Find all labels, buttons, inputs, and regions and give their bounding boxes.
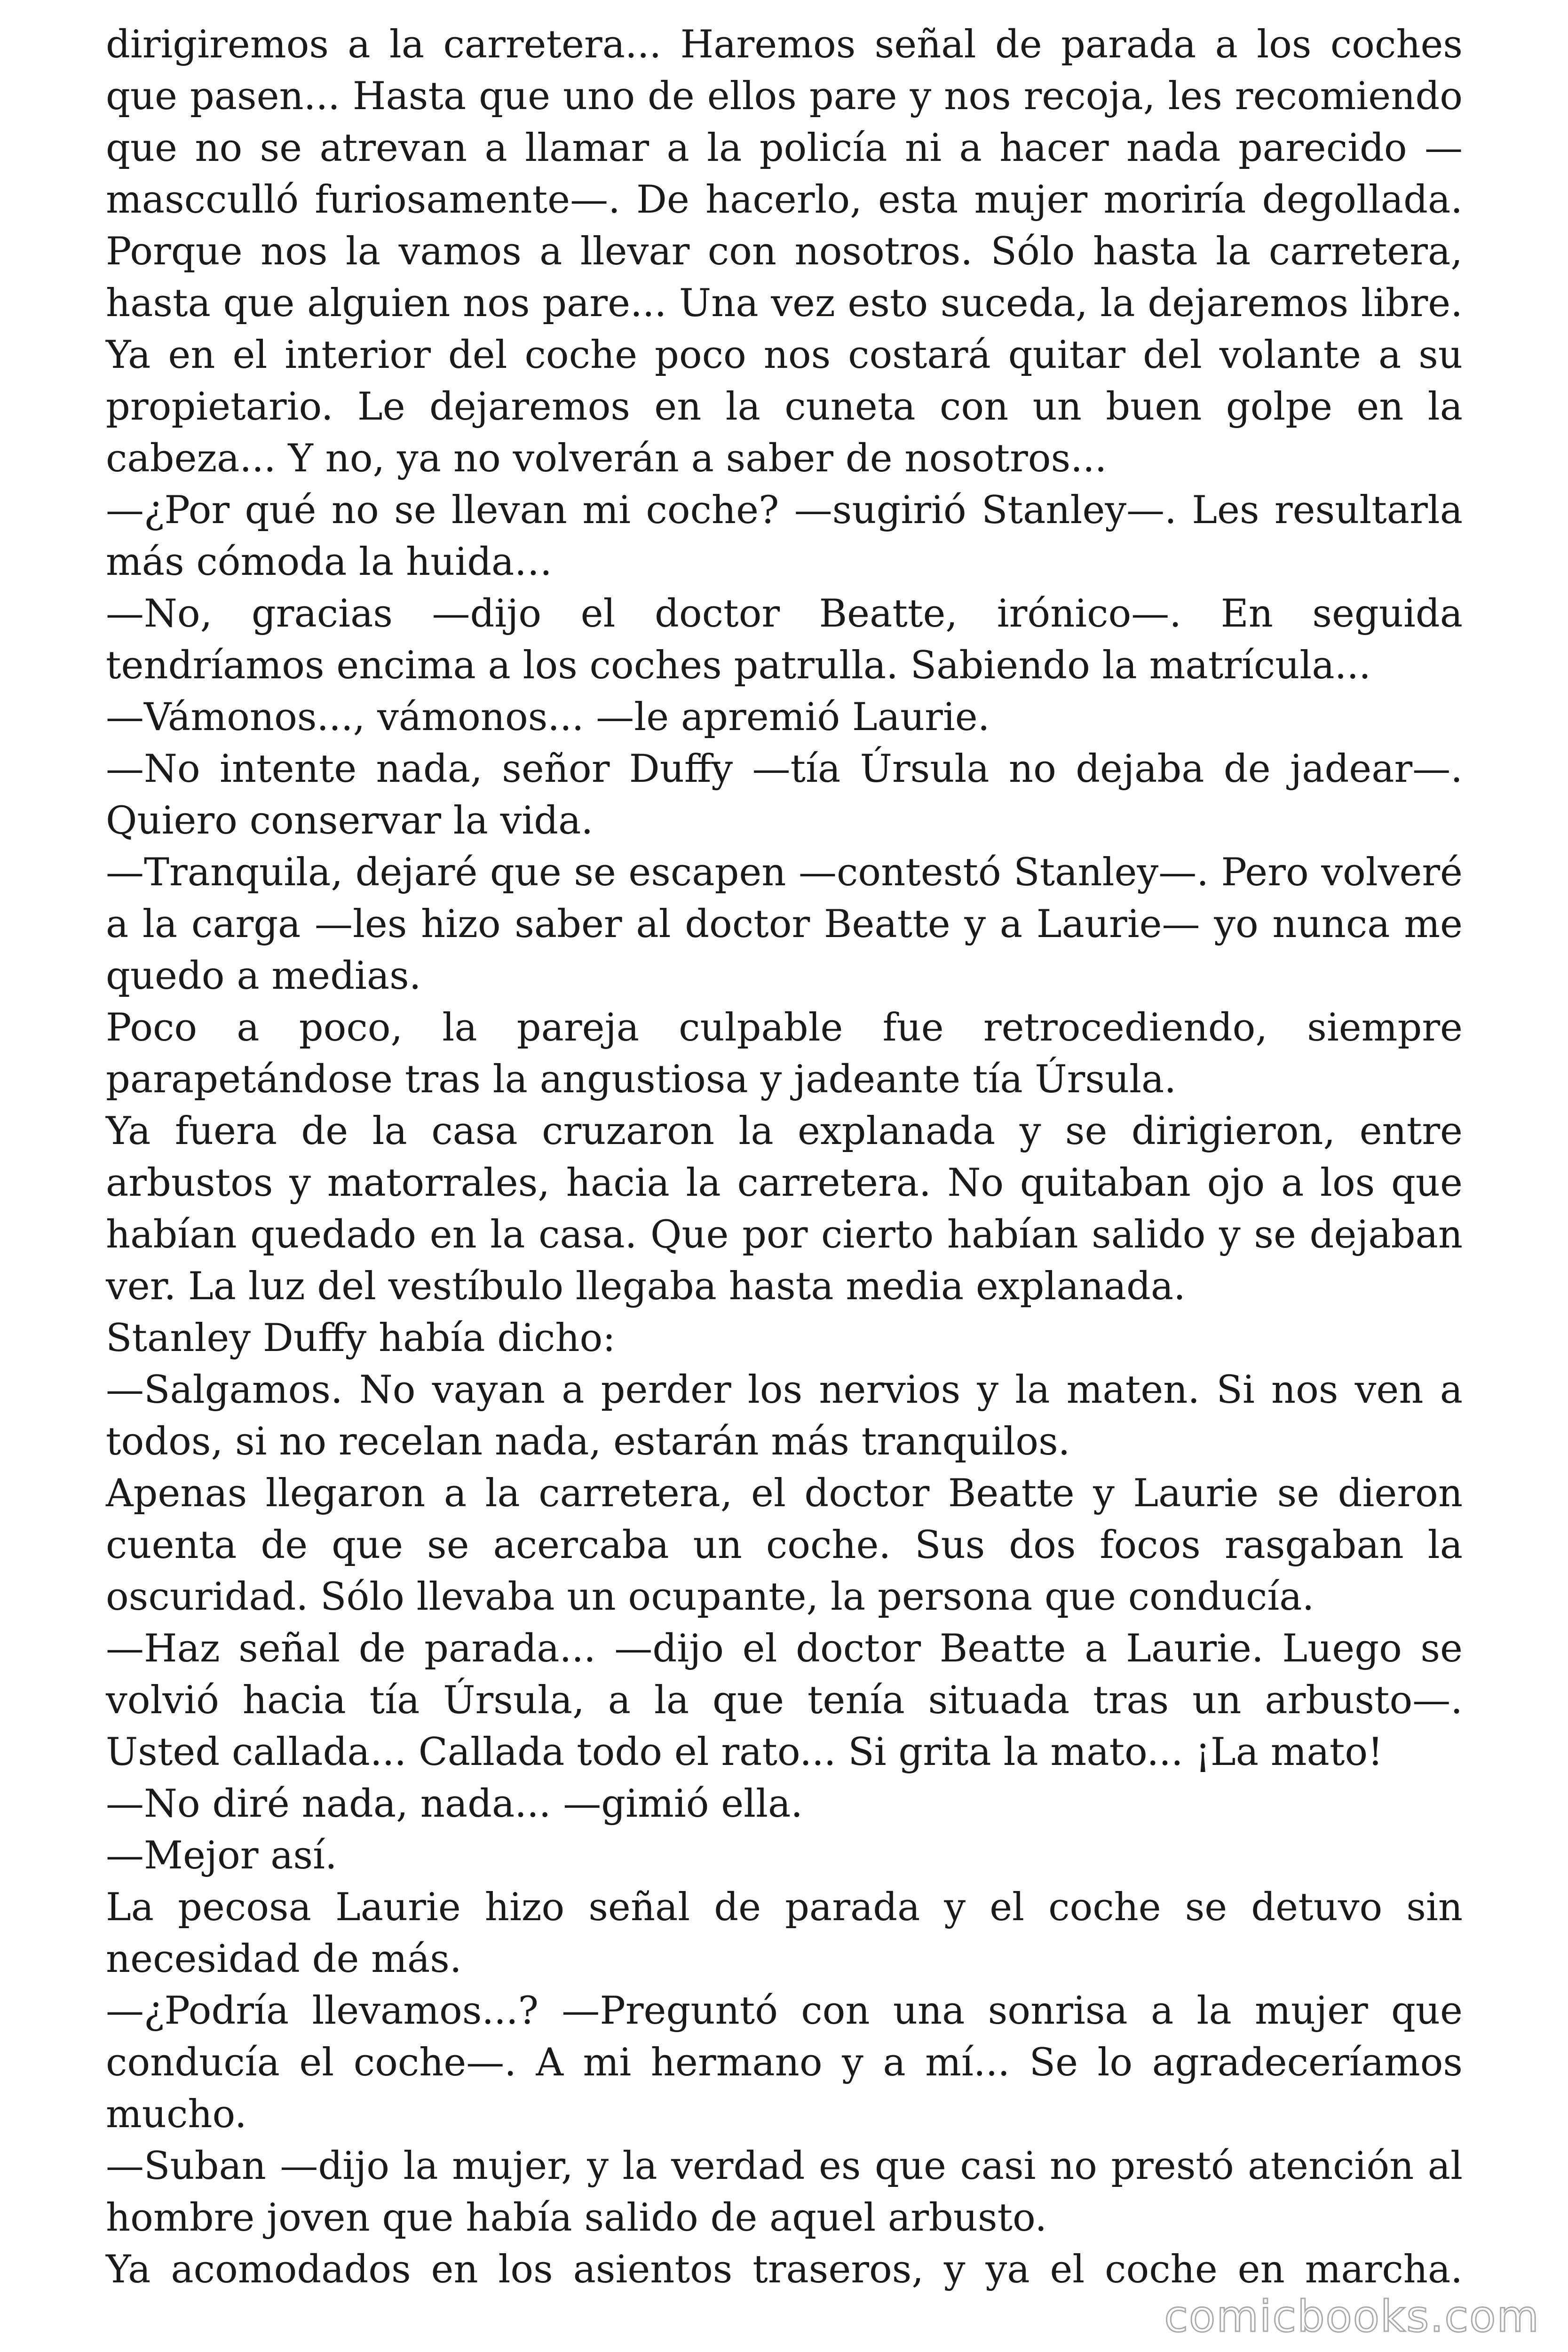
paragraph: —No diré nada, nada... —gimió ella. xyxy=(106,1782,803,1826)
paragraph: —No intente nada, señor Duffy —tía Úrsula no dejaba de jadear—. Quiero conservar la vida. xyxy=(106,747,1463,843)
watermark: comicbooks.com xyxy=(1164,2291,1540,2342)
page-text xyxy=(106,19,1463,2296)
paragraph: —Haz señal de parada... —dijo el doctor Beatte a Laurie. Luego se volvió hacia tía Úrsula, a la que tenía situada tras un arbusto—. Usted callada... Callada todo el rato... Si grita la mato... ¡La mato! xyxy=(106,1627,1463,1774)
paragraph: Poco a poco, la pareja culpable fue retrocediendo, siempre parapetándose tras la angustiosa y jadeante tía Úrsula. xyxy=(106,1006,1463,1102)
paragraph: La pecosa Laurie hizo señal de parada y el coche se detuvo sin necesidad de más. xyxy=(106,1885,1463,1981)
paragraph: —¿Por qué no se llevan mi coche? —sugirió Stanley—. Les resultarla más cómoda la huida… xyxy=(106,488,1463,584)
paragraph: Ya fuera de la casa cruzaron la explanada y se dirigieron, entre arbustos y matorrales, hacia la carretera. No quitaban ojo a los que habían quedado en la casa. Que por cierto habían salido y se dejaban ver. La luz del vestíbulo llegaba hasta media explanada. xyxy=(106,1109,1463,1309)
paragraph: dirigiremos a la carretera... Haremos señal de parada a los coches que pasen... Hasta que uno de ellos pare y nos recoja, les recomiendo que no se atrevan a llamar a la policía ni a hacer nada parecido — mascculló furiosamente—. De hacerlo, esta mujer moriría degollada. Porque nos la vamos a llevar con nosotros. Sólo hasta la carretera, hasta que alguien nos pare... Una vez esto suceda, la dejaremos libre. Ya en el interior del coche poco nos costará quitar del volante a su propietario. Le dejaremos en la cuneta con un buen golpe en la cabeza... Y no, ya no volverán a saber de nosotros... xyxy=(106,23,1463,481)
paragraph: —¿Podría llevamos...? —Preguntó con una sonrisa a la mujer que conducía el coche—. A mi hermano y a mí... Se lo agradeceríamos mucho. xyxy=(106,1989,1463,2137)
paragraph: —Salgamos. No vayan a perder los nervios y la maten. Si nos ven a todos, si no recelan nada, estarán más tranquilos. xyxy=(106,1368,1463,1464)
paragraph: —Mejor así. xyxy=(106,1834,337,1878)
paragraph: Apenas llegaron a la carretera, el doctor Beatte y Laurie se dieron cuenta de que se acercaba un coche. Sus dos focos rasgaban la oscuridad. Sólo llevaba un ocupante, la persona que conducía. xyxy=(106,1471,1463,1619)
paragraph: —No, gracias —dijo el doctor Beatte, irónico—. En seguida tendríamos encima a los coches patrulla. Sabiendo la matrícula... xyxy=(106,592,1463,688)
paragraph: Ya acomodados en los asientos traseros, y ya el coche en marcha. xyxy=(106,2248,1463,2292)
paragraph: Stanley Duffy había dicho: xyxy=(106,1316,616,1360)
paragraph: —Suban —dijo la mujer, y la verdad es que casi no prestó atención al hombre joven que había salido de aquel arbusto. xyxy=(106,2144,1463,2240)
paragraph: —Vámonos..., vámonos... —le apremió Laurie. xyxy=(106,695,990,739)
paragraph: —Tranquila, dejaré que se escapen —contestó Stanley—. Pero volveré a la carga —les hizo saber al doctor Beatte y a Laurie— yo nunca me quedo a medias. xyxy=(106,850,1463,998)
